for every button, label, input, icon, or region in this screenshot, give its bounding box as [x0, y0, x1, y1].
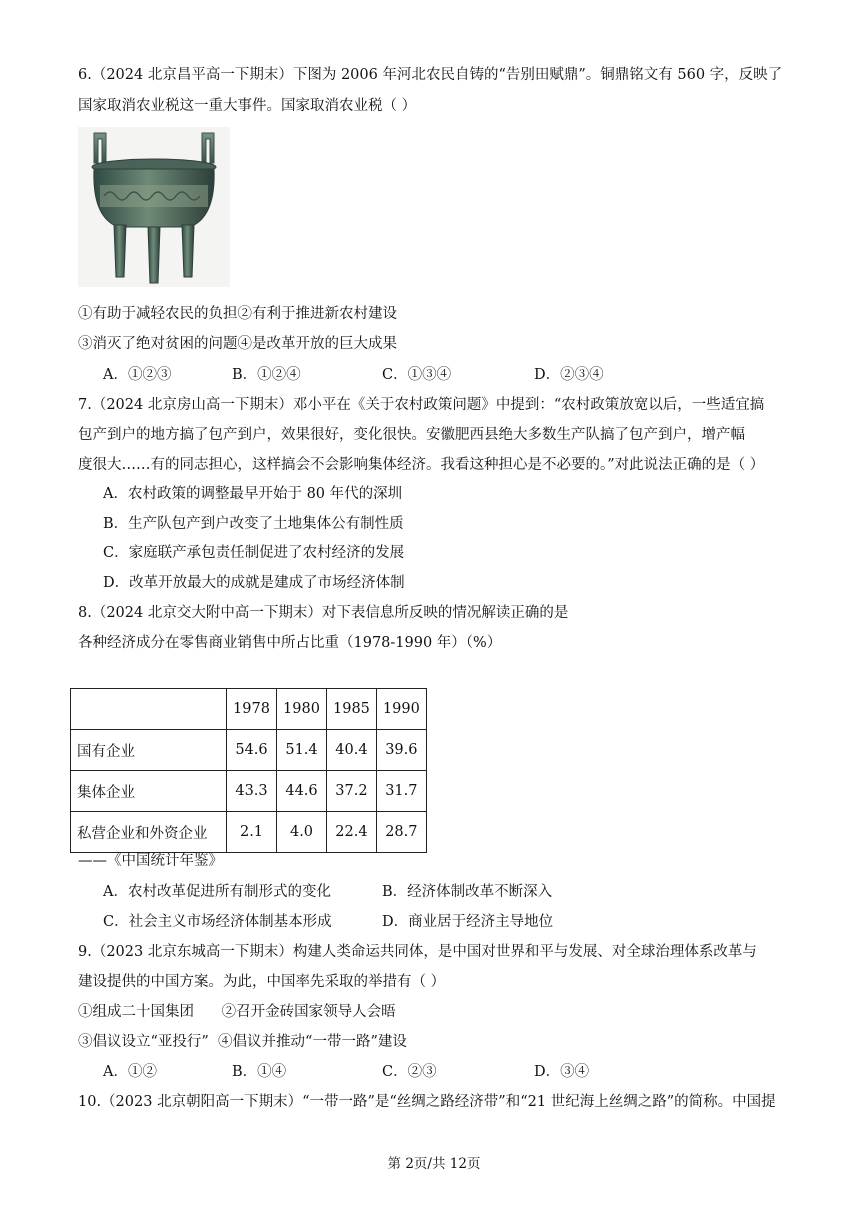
table-row	[71, 812, 427, 853]
table-cell: 51.4	[277, 730, 327, 771]
q9-option-d[interactable]: D．③④	[534, 1064, 590, 1080]
q7-option-c[interactable]: C．家庭联产承包责任制促进了农村经济的发展	[103, 545, 405, 561]
q7-stem-line1: 7.（2024 北京房山高一下期末）邓小平在《关于农村政策问题》中提到：“农村政策放宽以后，一些适宜搞	[78, 397, 765, 413]
q9-option-b[interactable]: B．①④	[232, 1064, 287, 1080]
table-header-cell	[71, 689, 227, 730]
table-cell: 44.6	[277, 771, 327, 812]
table-cell: 22.4	[327, 812, 377, 853]
q8-table-source: ——《中国统计年鉴》	[78, 853, 223, 869]
q7-stem-line2: 包产到户的地方搞了包产到户，效果很好，变化很快。安徽肥西县绝大多数生产队搞了包产到户，增产幅	[78, 427, 745, 443]
q10-stem-line1: 10.（2023 北京朝阳高一下期末）“一带一路”是“丝绸之路经济带”和“21 世纪海上丝绸之路”的简称。中国提	[78, 1094, 776, 1110]
table-cell: 集体企业	[71, 771, 227, 812]
q7-option-b[interactable]: B．生产队包产到户改变了土地集体公有制性质	[103, 516, 404, 532]
page-footer: 第 2页/共 12页	[387, 1156, 481, 1172]
table-cell: 国有企业	[71, 730, 227, 771]
q7-option-d[interactable]: D．改革开放最大的成就是建成了市场经济体制	[103, 575, 405, 591]
table-cell: 2.1	[227, 812, 277, 853]
q6-option-a[interactable]: A．①②③	[103, 367, 172, 383]
q6-option-c[interactable]: C．①③④	[382, 367, 452, 383]
q8-option-c[interactable]: C．社会主义市场经济体制基本形成	[103, 914, 332, 930]
table-cell: 43.3	[227, 771, 277, 812]
q9-option-c[interactable]: C．②③	[382, 1064, 437, 1080]
q8-table-caption: 各种经济成分在零售商业销售中所占比重（1978-1990 年）（%）	[78, 635, 502, 651]
q9-option-a[interactable]: A．①②	[103, 1064, 157, 1080]
table-cell: 54.6	[227, 730, 277, 771]
q9-item-line2: ③倡议设立“亚投行” ④倡议并推动“一带一路”建设	[78, 1034, 407, 1050]
q8-option-d[interactable]: D．商业居于经济主导地位	[382, 914, 554, 930]
table-header-cell: 1985	[327, 689, 377, 730]
q6-option-d[interactable]: D．②③④	[534, 367, 604, 383]
table-cell: 40.4	[327, 730, 377, 771]
table-row	[71, 771, 427, 812]
q9-item-line1: ①组成二十国集团 ②召开金砖国家领导人会晤	[78, 1004, 396, 1020]
table-cell: 28.7	[376, 812, 426, 853]
table-header-row	[71, 689, 427, 730]
q8-option-a[interactable]: A．农村改革促进所有制形式的变化	[103, 884, 331, 900]
table-cell: 4.0	[277, 812, 327, 853]
q6-stem-line2: 国家取消农业税这一重大事件。国家取消农业税（ ）	[78, 98, 417, 114]
q6-option-b[interactable]: B．①②④	[232, 367, 301, 383]
q9-stem-line2: 建设提供的中国方案。为此，中国率先采取的举措有（ ）	[78, 974, 446, 990]
q6-item-line1: ①有助于减轻农民的负担②有利于推进新农村建设	[78, 306, 397, 322]
q8-option-b[interactable]: B．经济体制改革不断深入	[382, 884, 553, 900]
bronze-ding-illustration	[78, 127, 230, 287]
table-header-cell: 1980	[277, 689, 327, 730]
table-cell: 私营企业和外资企业	[71, 812, 227, 853]
table-cell: 39.6	[376, 730, 426, 771]
economy-share-table	[70, 688, 427, 853]
q6-item-line2: ③消灭了绝对贫困的问题④是改革开放的巨大成果	[78, 336, 397, 352]
q8-stem-line1: 8.（2024 北京交大附中高一下期末）对下表信息所反映的情况解读正确的是	[78, 605, 569, 621]
table-row	[71, 730, 427, 771]
q9-stem-line1: 9.（2023 北京东城高一下期末）构建人类命运共同体，是中国对世界和平与发展、对全球治理体系改革与	[78, 944, 757, 960]
table-header-cell: 1978	[227, 689, 277, 730]
q7-stem-line3: 度很大……有的同志担心，这样搞会不会影响集体经济。我看这种担心是不必要的。”对此说法正确的是（ ）	[78, 457, 765, 473]
table-header-cell: 1990	[376, 689, 426, 730]
table-cell: 31.7	[376, 771, 426, 812]
table-cell: 37.2	[327, 771, 377, 812]
q6-stem-line1: 6.（2024 北京昌平高一下期末）下图为 2006 年河北农民自铸的“告别田赋鼎”。铜鼎铭文有 560 字，反映了	[78, 67, 783, 83]
q7-option-a[interactable]: A．农村政策的调整最早开始于 80 年代的深圳	[103, 486, 403, 502]
ding-image	[78, 127, 230, 287]
